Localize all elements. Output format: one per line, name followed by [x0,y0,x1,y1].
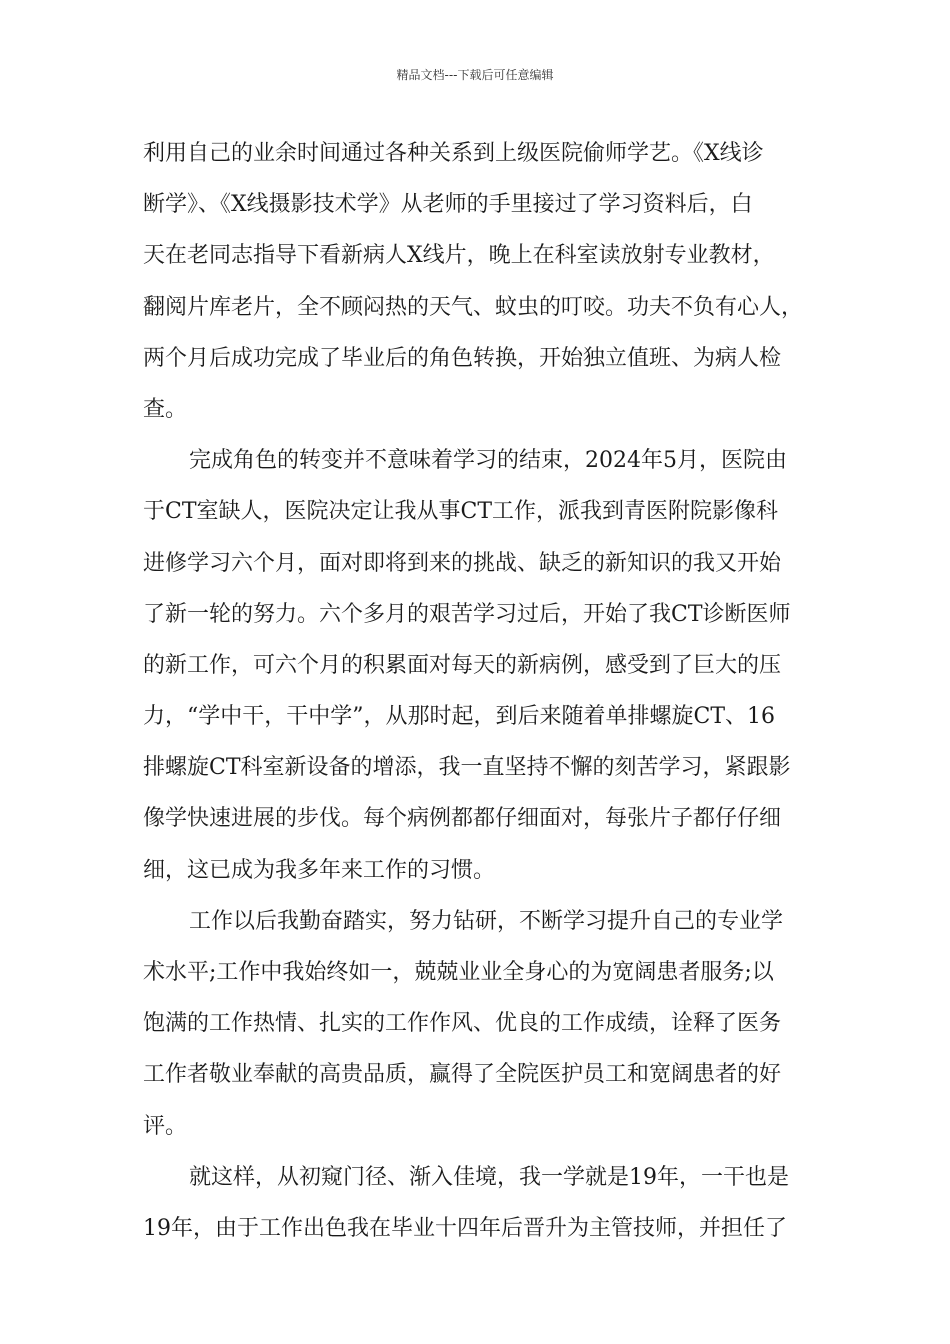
text-line: 的新工作，可六个月的积累面对每天的新病例，感受到了巨大的压 [143,652,782,678]
paragraph-1 [143,128,815,435]
text-line: 查。 [143,396,188,422]
text-line: 就这样，从初窥门径、渐入佳境，我一学就是19年，一干也是 [189,1164,789,1190]
page-header: 精品文档---下载后可任意编辑 [396,68,554,82]
text-line: 排螺旋CT科室新设备的增添，我一直坚持不懈的刻苦学习，紧跟影 [143,755,791,781]
text-line: 评。 [143,1113,188,1139]
text-line: 两个月后成功完成了毕业后的角色转换，开始独立值班、为病人检 [143,345,782,371]
text-line: 天在老同志指导下看新病人X线片，晚上在科室读放射专业教材， [143,243,775,269]
text-line: 进修学习六个月，面对即将到来的挑战、缺乏的新知识的我又开始 [143,550,782,576]
text-line: 利用自己的业余时间通过各种关系到上级医院偷师学艺。《X线诊 [143,141,764,166]
text-line: 断学》、《X线摄影技术学》从老师的手里接过了学习资料后，白 [143,192,753,218]
text-line: 像学快速进展的步伐。每个病例都都仔细面对，每张片子都仔仔细 [143,806,782,832]
text-line: 饱满的工作热情、扎实的工作作风、优良的工作成绩，诠释了医务 [143,1011,782,1037]
text-line: 力，“学中干，干中学”，从那时起，到后来随着单排螺旋CT、16 [143,704,775,730]
text-line: 术水平;工作中我始终如一，兢兢业业全身心的为宽阔患者服务;以 [143,960,774,985]
paragraph-3 [143,896,815,1152]
paragraph-4 [143,1152,815,1254]
text-line: 了新一轮的努力。六个多月的艰苦学习过后，开始了我CT诊断医师 [143,601,791,627]
text-line: 细，这已成为我多年来工作的习惯。 [143,857,496,883]
text-line: 19年，由于工作出色我在毕业十四年后晋升为主管技师，并担任了 [143,1215,787,1241]
text-line: 于CT室缺人，医院决定让我从事CT工作，派我到青医附院影像科 [143,499,779,525]
document-body [143,128,815,1254]
text-line: 工作以后我勤奋踏实，努力钻研，不断学习提升自己的专业学 [189,908,784,934]
text-line: 工作者敬业奉献的高贵品质，赢得了全院医护员工和宽阔患者的好 [143,1062,782,1088]
text-line: 完成角色的转变并不意味着学习的结束，2024年5月，医院由 [189,448,787,474]
paragraph-2 [143,435,815,896]
text-line: 翻阅片库老片，全不顾闷热的天气、蚊虫的叮咬。功夫不负有心人， [143,294,804,320]
